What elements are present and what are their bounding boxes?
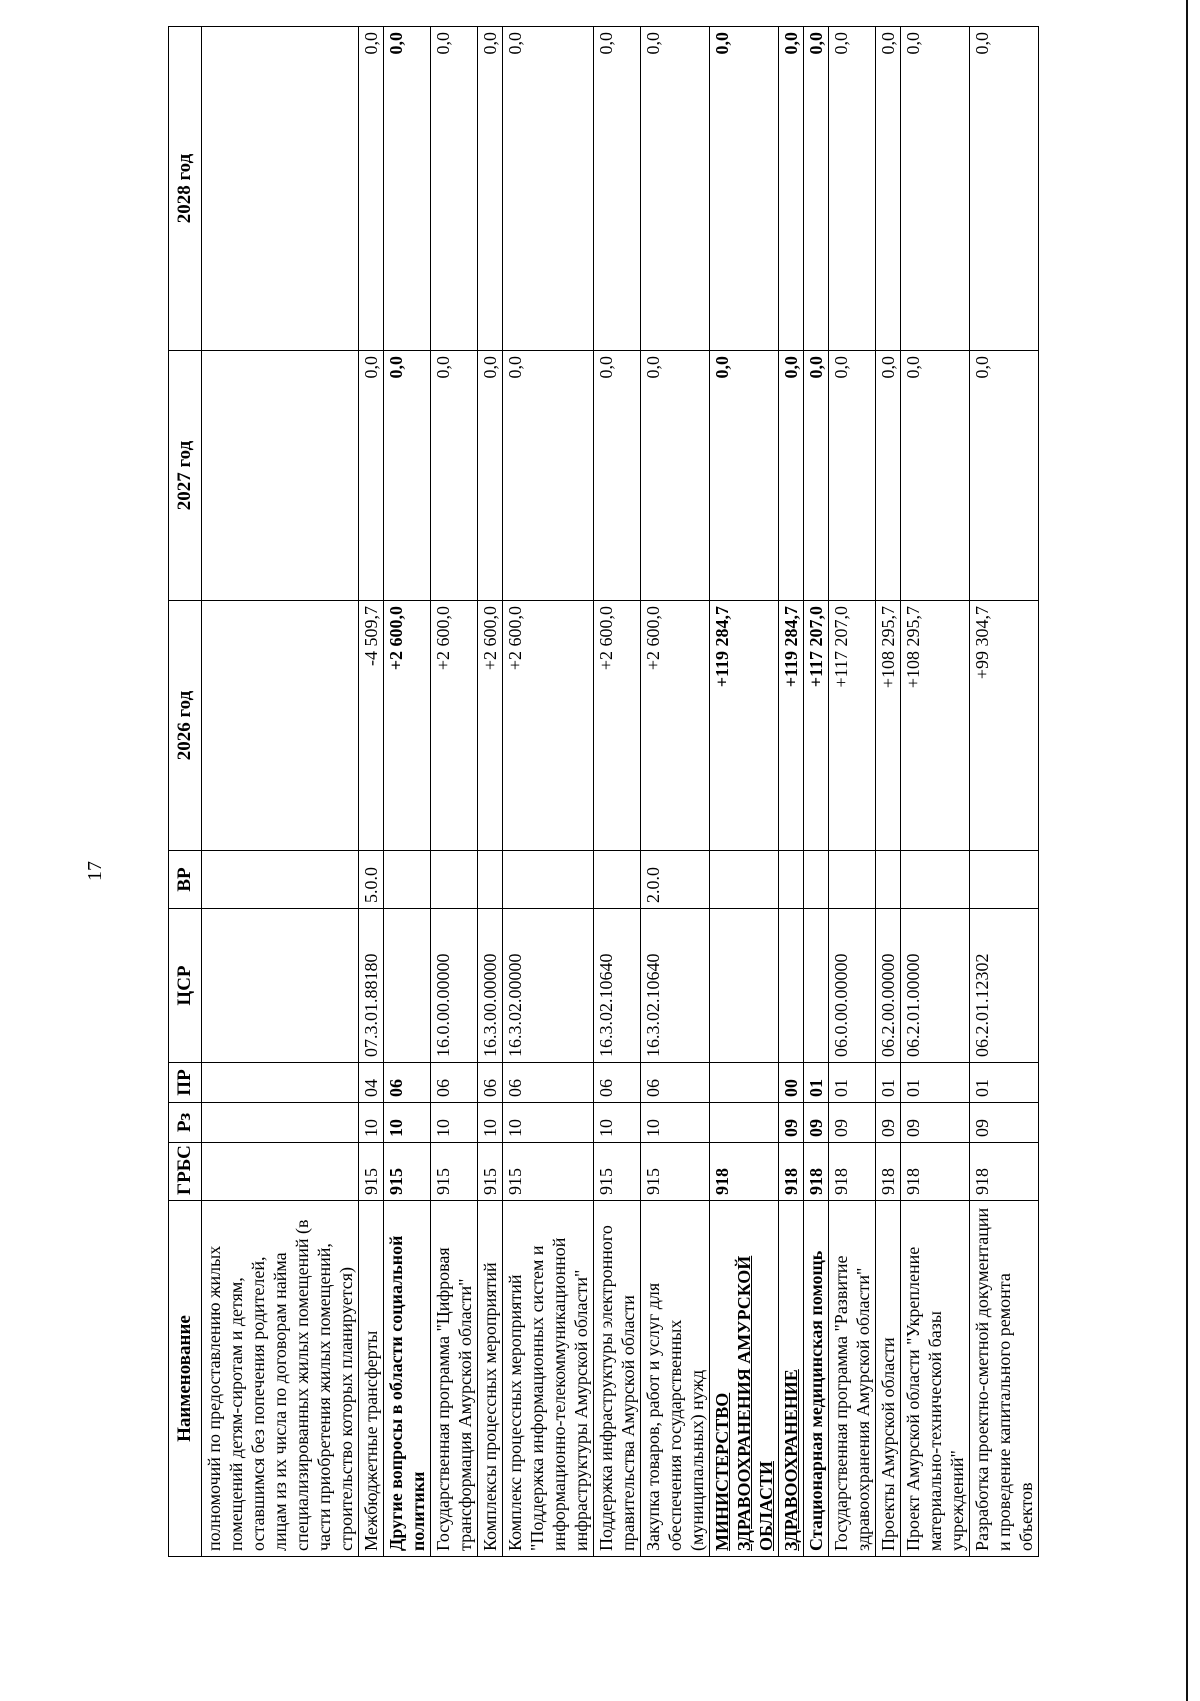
cell-grbs: 915: [503, 1143, 594, 1201]
cell-name: [641, 1201, 710, 1557]
cell-2026: -4 509,7: [359, 601, 384, 851]
cell-pr: 06: [503, 1063, 594, 1103]
cell-csr: [384, 909, 431, 1063]
cell-name: [970, 1201, 1039, 1557]
row-name-text: Проект Амурской области "Укрепление материально-технической базы учреждений": [903, 1246, 967, 1551]
cell-2028: 0,0: [829, 27, 876, 351]
header-2027: 2027 год: [169, 351, 202, 601]
cell-pr: [202, 1063, 359, 1103]
table-row: [901, 27, 970, 1557]
cell-grbs: 915: [431, 1143, 478, 1201]
cell-csr: 16.0.00.00000: [431, 909, 478, 1063]
cell-csr: 06.2.01.00000: [901, 909, 970, 1063]
cell-2027: 0,0: [829, 351, 876, 601]
row-name-text: ЗДРАВООХРАНЕНИЕ: [781, 1369, 801, 1551]
cell-vr: [384, 851, 431, 909]
cell-grbs: 918: [804, 1143, 829, 1201]
cell-2026: +2 600,0: [594, 601, 641, 851]
cell-pr: 06: [478, 1063, 503, 1103]
cell-vr: [710, 851, 779, 909]
cell-vr: 5.0.0: [359, 851, 384, 909]
cell-2026: +2 600,0: [478, 601, 503, 851]
cell-2028: 0,0: [641, 27, 710, 351]
cell-2027: 0,0: [779, 351, 804, 601]
cell-name: [829, 1201, 876, 1557]
cell-2028: 0,0: [431, 27, 478, 351]
table-row: [384, 27, 431, 1557]
cell-name: [901, 1201, 970, 1557]
cell-name: [710, 1201, 779, 1557]
cell-rz: 09: [876, 1103, 901, 1143]
cell-vr: [970, 851, 1039, 909]
cell-2027: 0,0: [594, 351, 641, 601]
cell-pr: 00: [779, 1063, 804, 1103]
rotated-table-container: [168, 27, 1188, 1557]
cell-2028: 0,0: [779, 27, 804, 351]
cell-grbs: 915: [359, 1143, 384, 1201]
cell-rz: 09: [804, 1103, 829, 1143]
cell-2026: +117 207,0: [829, 601, 876, 851]
cell-csr: [710, 909, 779, 1063]
cell-2028: 0,0: [594, 27, 641, 351]
cell-grbs: 918: [970, 1143, 1039, 1201]
cell-2026: +108 295,7: [876, 601, 901, 851]
cell-grbs: 918: [779, 1143, 804, 1201]
header-rz: Рз: [169, 1103, 202, 1143]
cell-rz: 09: [970, 1103, 1039, 1143]
cell-vr: [431, 851, 478, 909]
cell-2028: 0,0: [804, 27, 829, 351]
cell-grbs: 918: [901, 1143, 970, 1201]
cell-rz: 10: [641, 1103, 710, 1143]
cell-2027: 0,0: [431, 351, 478, 601]
table-row: [202, 27, 359, 1557]
cell-2028: 0,0: [710, 27, 779, 351]
cell-2027: [202, 351, 359, 601]
cell-name: [503, 1201, 594, 1557]
cell-2026: +119 284,7: [710, 601, 779, 851]
cell-2027: 0,0: [876, 351, 901, 601]
cell-pr: 01: [901, 1063, 970, 1103]
cell-pr: 04: [359, 1063, 384, 1103]
table-row: [359, 27, 384, 1557]
cell-csr: 16.3.00.00000: [478, 909, 503, 1063]
cell-2028: 0,0: [901, 27, 970, 351]
header-name: Наименование: [169, 1201, 202, 1557]
row-name-text: Проекты Амурской области: [878, 1337, 898, 1551]
header-pr: ПР: [169, 1063, 202, 1103]
table-row: [641, 27, 710, 1557]
cell-2028: [202, 27, 359, 351]
table-body: [202, 27, 1039, 1557]
cell-rz: 09: [901, 1103, 970, 1143]
header-grbs: ГРБС: [169, 1143, 202, 1201]
table-row: [970, 27, 1039, 1557]
table-row: [503, 27, 594, 1557]
cell-name: [804, 1201, 829, 1557]
cell-rz: [710, 1103, 779, 1143]
cell-rz: 10: [431, 1103, 478, 1143]
cell-vr: [478, 851, 503, 909]
cell-vr: [804, 851, 829, 909]
cell-grbs: 915: [594, 1143, 641, 1201]
cell-csr: 16.3.02.00000: [503, 909, 594, 1063]
row-name-text: Комплекс процессных мероприятий "Поддержка информационных систем и информационно-телекоммуникационной инфраструктуры Амурской области": [505, 1237, 591, 1551]
row-name-text: Комплексы процессных мероприятий: [480, 1262, 500, 1551]
cell-grbs: [202, 1143, 359, 1201]
row-name-text: Государственная программа "Развитие здравоохранения Амурской области": [831, 1255, 873, 1551]
cell-2027: 0,0: [710, 351, 779, 601]
cell-2028: 0,0: [384, 27, 431, 351]
cell-csr: 07.3.01.88180: [359, 909, 384, 1063]
cell-name: [478, 1201, 503, 1557]
row-name-text: МИНИСТЕРСТВО ЗДРАВООХРАНЕНИЯ АМУРСКОЙ ОБЛАСТИ: [712, 1255, 776, 1551]
cell-2026: +99 304,7: [970, 601, 1039, 851]
table-header-row: [169, 27, 202, 1557]
cell-grbs: 918: [876, 1143, 901, 1201]
row-name-text: Разработка проектно-сметной документации и проведение капитального ремонта объектов: [972, 1207, 1036, 1551]
cell-name: [779, 1201, 804, 1557]
cell-2027: 0,0: [901, 351, 970, 601]
cell-csr: 06.2.00.00000: [876, 909, 901, 1063]
cell-pr: 06: [431, 1063, 478, 1103]
cell-2028: 0,0: [478, 27, 503, 351]
cell-name: [359, 1201, 384, 1557]
cell-csr: [779, 909, 804, 1063]
cell-2028: 0,0: [359, 27, 384, 351]
cell-pr: 06: [641, 1063, 710, 1103]
cell-vr: 2.0.0: [641, 851, 710, 909]
header-2028: 2028 год: [169, 27, 202, 351]
cell-pr: 06: [594, 1063, 641, 1103]
cell-2027: 0,0: [384, 351, 431, 601]
cell-2027: 0,0: [359, 351, 384, 601]
cell-pr: 01: [829, 1063, 876, 1103]
cell-rz: 10: [478, 1103, 503, 1143]
cell-csr: 06.2.01.12302: [970, 909, 1039, 1063]
header-vr: ВР: [169, 851, 202, 909]
cell-csr: 16.3.02.10640: [594, 909, 641, 1063]
cell-rz: 09: [829, 1103, 876, 1143]
row-name-text: Государственная программа "Цифровая трансформация Амурской области": [433, 1247, 475, 1551]
cell-vr: [202, 851, 359, 909]
cell-grbs: 915: [384, 1143, 431, 1201]
table-row: [710, 27, 779, 1557]
table-row: [876, 27, 901, 1557]
cell-grbs: 918: [829, 1143, 876, 1201]
cell-grbs: 915: [478, 1143, 503, 1201]
cell-csr: [804, 909, 829, 1063]
cell-2026: +117 207,0: [804, 601, 829, 851]
cell-pr: 01: [876, 1063, 901, 1103]
cell-rz: 09: [779, 1103, 804, 1143]
row-name-text: полномочий по предоставлению жилых помещений детям-сиротам и детям, оставшимся без попечения родителей, лицам из их числа по договорам найма специализированных жилых помещений (в части приобретения жилых помещений, строительство которых планируется): [204, 1219, 356, 1551]
table-row: [779, 27, 804, 1557]
cell-2028: 0,0: [876, 27, 901, 351]
cell-name: [876, 1201, 901, 1557]
cell-2027: 0,0: [970, 351, 1039, 601]
cell-vr: [901, 851, 970, 909]
header-2026: 2026 год: [169, 601, 202, 851]
cell-2026: +108 295,7: [901, 601, 970, 851]
cell-rz: 10: [594, 1103, 641, 1143]
cell-name: [202, 1201, 359, 1557]
cell-vr: [876, 851, 901, 909]
cell-pr: 01: [804, 1063, 829, 1103]
row-name-text: Стационарная медицинская помощь: [806, 1250, 826, 1551]
cell-2028: 0,0: [503, 27, 594, 351]
table-row: [829, 27, 876, 1557]
table-row: [431, 27, 478, 1557]
cell-pr: 06: [384, 1063, 431, 1103]
cell-2026: +119 284,7: [779, 601, 804, 851]
cell-csr: [202, 909, 359, 1063]
cell-vr: [503, 851, 594, 909]
cell-rz: 10: [384, 1103, 431, 1143]
cell-csr: 06.0.00.00000: [829, 909, 876, 1063]
table-row: [804, 27, 829, 1557]
table-row: [478, 27, 503, 1557]
cell-grbs: 918: [710, 1143, 779, 1201]
cell-rz: 10: [359, 1103, 384, 1143]
cell-2027: 0,0: [478, 351, 503, 601]
cell-vr: [829, 851, 876, 909]
cell-2027: 0,0: [641, 351, 710, 601]
cell-csr: 16.3.02.10640: [641, 909, 710, 1063]
cell-name: [384, 1201, 431, 1557]
cell-grbs: 915: [641, 1143, 710, 1201]
cell-name: [431, 1201, 478, 1557]
row-name-text: Закупка товаров, работ и услуг для обеспечения государственных (муниципальных) нужд: [643, 1282, 707, 1551]
cell-2027: 0,0: [503, 351, 594, 601]
cell-rz: [202, 1103, 359, 1143]
cell-pr: [710, 1063, 779, 1103]
cell-2028: 0,0: [970, 27, 1039, 351]
cell-pr: 01: [970, 1063, 1039, 1103]
cell-2026: [202, 601, 359, 851]
cell-2026: +2 600,0: [384, 601, 431, 851]
cell-name: [594, 1201, 641, 1557]
cell-rz: 10: [503, 1103, 594, 1143]
page-number: 17: [84, 861, 106, 881]
cell-2026: +2 600,0: [641, 601, 710, 851]
cell-vr: [779, 851, 804, 909]
table-row: [594, 27, 641, 1557]
row-name-text: Поддержка инфраструктуры электронного правительства Амурской области: [596, 1225, 638, 1551]
cell-2026: +2 600,0: [431, 601, 478, 851]
row-name-text: Межбюджетные трансферты: [361, 1330, 381, 1551]
budget-table: [168, 26, 1039, 1557]
header-csr: ЦСР: [169, 909, 202, 1063]
row-name-text: Другие вопросы в области социальной политики: [386, 1235, 428, 1551]
cell-2027: 0,0: [804, 351, 829, 601]
cell-2026: +2 600,0: [503, 601, 594, 851]
cell-vr: [594, 851, 641, 909]
